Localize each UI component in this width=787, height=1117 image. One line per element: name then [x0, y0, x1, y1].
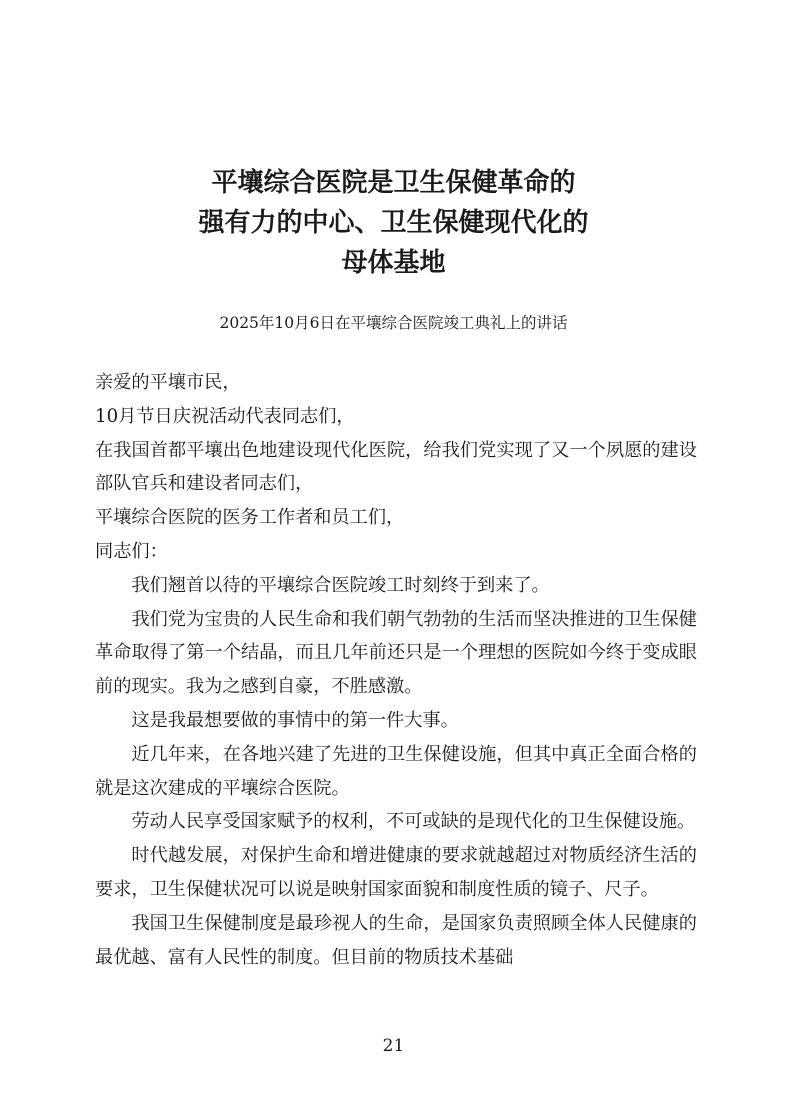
salutation-line: 亲爱的平壤市民，: [95, 372, 241, 393]
title-line: 强有力的中心、卫生保健现代化的: [198, 208, 589, 238]
body-paragraph: 近几年来，在各地兴建了先进的卫生保健设施，但其中真正全面合格的就是这次建成的平壤综合医院。: [95, 743, 697, 799]
body-paragraph: 这是我最想要做的事情中的第一件大事。: [131, 709, 459, 731]
salutation-line: 10月节日庆祝活动代表同志们，: [95, 405, 355, 427]
document-title: [0, 163, 787, 283]
salutation-line: 平壤综合医院的医务工作者和员工们，: [95, 507, 405, 529]
salutation-line: 同志们：: [95, 540, 168, 562]
speech-subtitle: 2025年10月6日在平壤综合医院竣工典礼上的讲话: [219, 314, 568, 332]
title-line: 平壤综合医院是卫生保健革命的: [211, 168, 576, 198]
speech-body: [95, 366, 697, 974]
title-line: 母体基地: [341, 248, 446, 278]
page-number: 21: [382, 1036, 405, 1056]
salutation-line: 在我国首都平壤出色地建设现代化医院，给我们党实现了又一个夙愿的建设部队官兵和建设者同志们，: [95, 439, 697, 495]
body-paragraph: 时代越发展，对保护生命和增进健康的要求就越超过对物质经济生活的要求，卫生保健状况可以说是映射国家面貌和制度性质的镜子、尺子。: [95, 845, 697, 900]
body-paragraph: 我们翘首以待的平壤综合医院竣工时刻终于到来了。: [131, 574, 550, 596]
body-paragraph: 劳动人民享受国家赋予的权利，不可或缺的是现代化的卫生保健设施。: [131, 811, 696, 833]
body-paragraph: 我们党为宝贵的人民生命和我们朝气勃勃的生活而坚决推进的卫生保健革命取得了第一个结晶，而且几年前还只是一个理想的医院如今终于变成眼前的现实。我为之感到自豪，不胜感激。: [95, 608, 697, 698]
body-paragraph: 我国卫生保健制度是最珍视人的生命，是国家负责照顾全体人民健康的最优越、富有人民性的制度。但目前的物质技术基础: [95, 912, 697, 968]
